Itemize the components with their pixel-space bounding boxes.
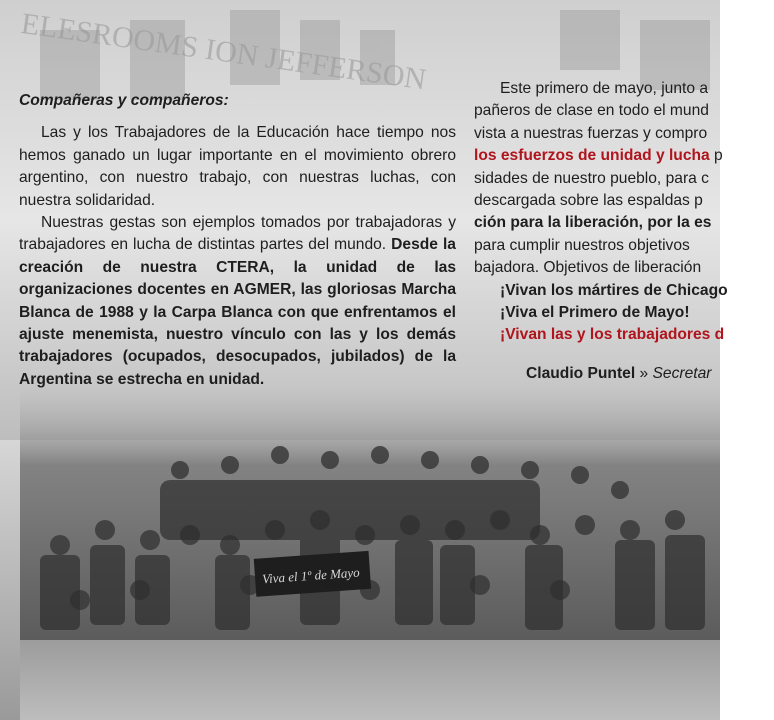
paragraph-2-bold: Desde la creación de nuestra CTERA, la unidad de las organizaciones docentes en AGMER, las gloriosas Marcha Blanca de 1988 y la Carpa Blanca con que enfrentamos el ajuste menemista, nuestro vínculo con las y los demás trabajadores (ocupados, desocupados, jubilados) de la Argentina se estrecha en unidad. — [19, 236, 456, 388]
right-line-5: sidades de nuestro pueblo, para c — [474, 169, 709, 187]
right-line-6: descargada sobre las espaldas p — [474, 192, 703, 210]
right-column — [474, 78, 774, 385]
paragraph-2-intro: Nuestras gestas son ejemplos tomados por trabajadoras y trabajadores en lucha de distintas partes del mundo. — [19, 214, 456, 254]
building-lettering: ELESROOMS ION JEFFERSON — [19, 6, 429, 97]
viva-primero-mayo: ¡Viva el Primero de Mayo! — [500, 304, 690, 322]
paragraph-2 — [19, 212, 456, 391]
right-line-8: para cumplir nuestros objetivos — [474, 236, 690, 254]
right-line-2: pañeros de clase en todo el mund — [474, 102, 709, 120]
signature-name: Claudio Puntel — [526, 364, 636, 382]
right-line-1: Este primero de mayo, junto a — [500, 80, 709, 97]
may-day-banner — [254, 551, 371, 597]
right-line-3: vista a nuestras fuerzas y compro — [474, 124, 708, 142]
signature-role: Secretar — [652, 364, 712, 382]
banner-text: Viva el 1º de Mayo — [261, 564, 361, 587]
signature — [474, 363, 774, 385]
unity-emphasis: los esfuerzos de unidad y lucha — [474, 147, 710, 165]
viva-chicago: ¡Vivan los mártires de Chicago — [500, 281, 728, 299]
right-line-7: ción para la liberación, por la es — [474, 214, 712, 232]
signature-separator: » — [635, 364, 653, 382]
right-line-4 — [474, 145, 774, 167]
right-line-9: bajadora. Objetivos de liberación — [474, 259, 702, 277]
viva-trabajadores: ¡Vivan las y los trabajadores d — [500, 326, 725, 344]
salutation: Compañeras y compañeros: — [19, 92, 229, 109]
left-column — [19, 90, 456, 391]
right-line-4-tail: p — [709, 147, 723, 165]
paragraph-1: Las y los Trabajadores de la Educación hace tiempo nos hemos ganado un lugar importante en el movimiento obrero argentino, con nuestro trabajo, con nuestras luchas, con nuestra solidaridad. — [19, 124, 456, 209]
